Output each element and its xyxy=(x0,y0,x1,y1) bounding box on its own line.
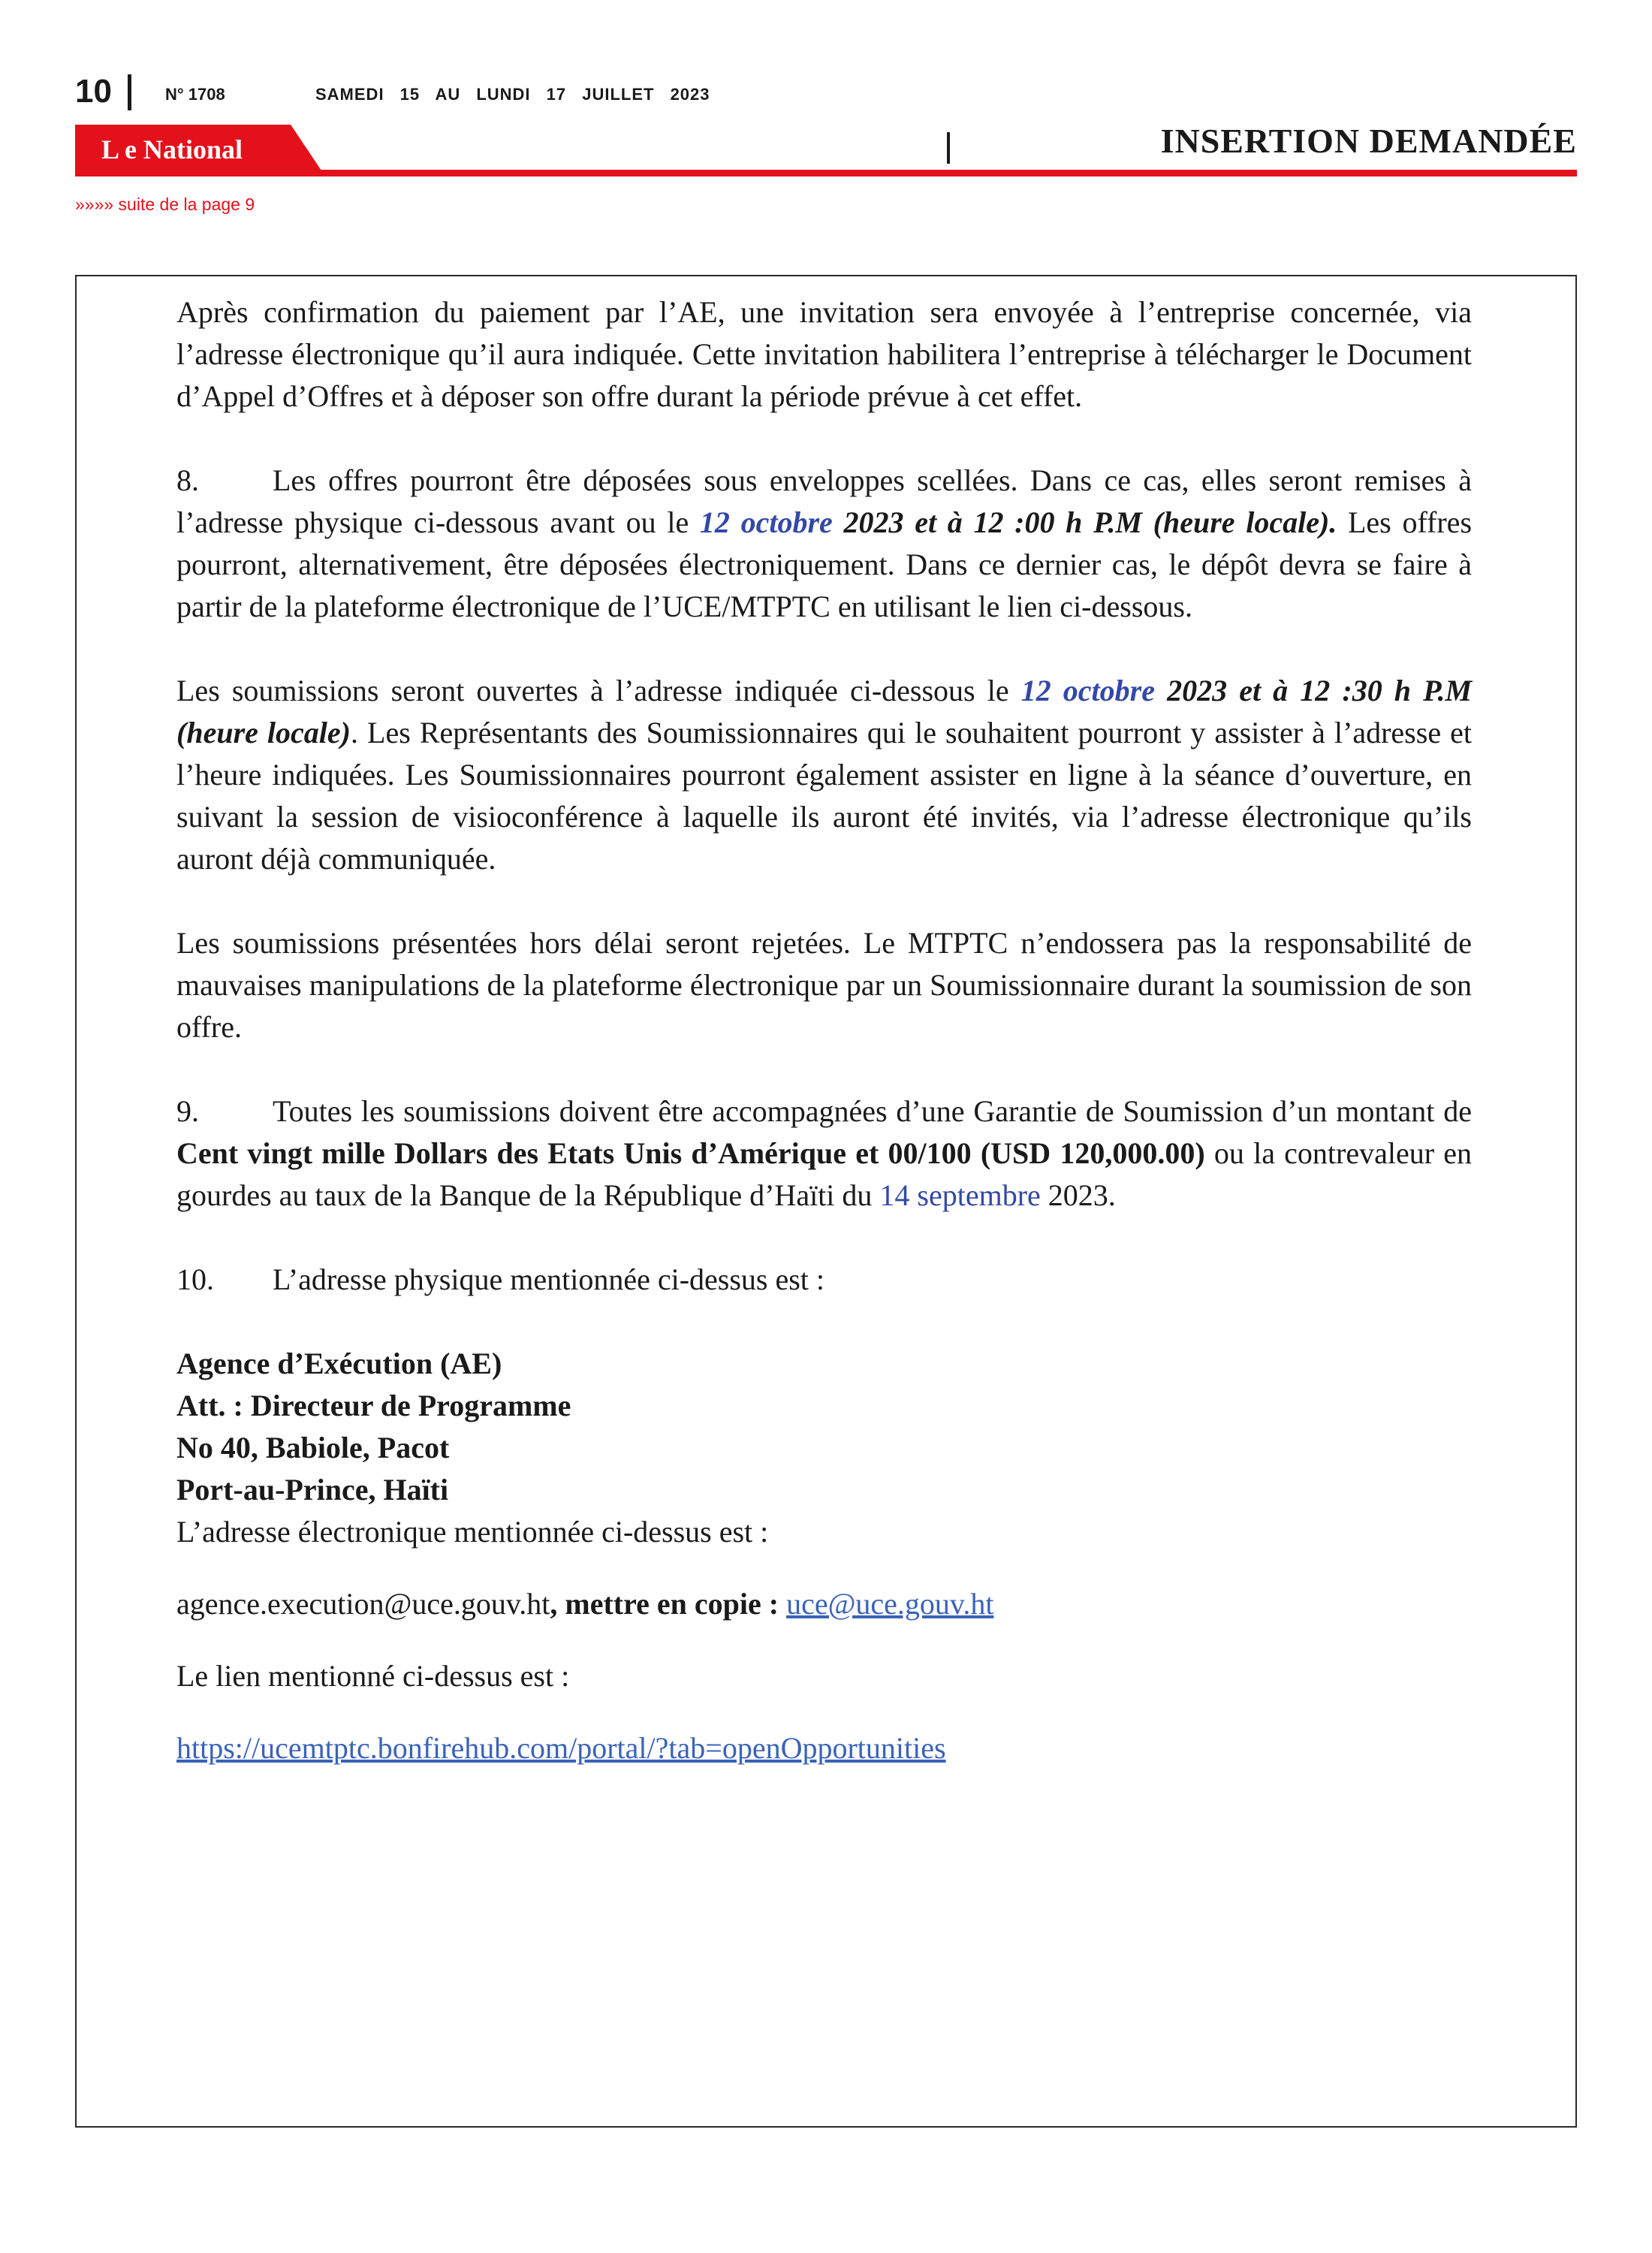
deadline-time: 2023 et à 12 :00 h P.M (heure locale). xyxy=(832,505,1337,539)
issue-number: N° 1708 xyxy=(165,85,225,104)
address-line-street: No 40, Babiole, Pacot xyxy=(176,1431,450,1464)
notice-content xyxy=(176,291,1472,1769)
paragraph-10: 10. L’adresse physique mentionnée ci-dessus est : xyxy=(176,1259,1472,1301)
page-number-divider xyxy=(128,74,131,110)
email-line xyxy=(176,1583,1472,1625)
paragraph-8: 8. Les offres pourront être déposées sous enveloppes scellées. Dans ce cas, elles seront remises à l’adresse physique ci-dessous avant ou le 12 octobre 2023 et à 12 :00 h P.M (heure locale). Les offres pourront, alternativement, être déposées électroniquement. Dans ce dernier cas, le dépôt devra se faire à partir de la plateforme électronique de l’UCE/MTPTC en utilisant le lien ci-dessous. xyxy=(176,460,1472,628)
continued-from: »»»» suite de la page 9 xyxy=(75,195,255,214)
email-intro: L’adresse électronique mentionnée ci-dessus est : xyxy=(176,1515,769,1549)
notice-box xyxy=(75,275,1577,2128)
paragraph-9: 9. Toutes les soumissions doivent être accompagnées d’une Garantie de Soumission d’un montant de Cent vingt mille Dollars des Etats Unis d’Amérique et 00/100 (USD 120,000.00) ou la contrevaleur en gourdes au taux de la Banque de la République d’Haïti du 14 septembre 2023. xyxy=(176,1090,1472,1217)
header-separator xyxy=(947,132,950,164)
item-number: 8. xyxy=(176,463,199,497)
opening-time: 2023 et à 12 :30 h P.M (heure locale) xyxy=(176,674,1473,749)
issue-date: SAMEDI 15 AU LUNDI 17 JUILLET 2023 xyxy=(315,85,710,104)
item-number: 10. xyxy=(176,1262,214,1296)
address-line-city: Port-au-Prince, Haïti xyxy=(176,1473,449,1507)
email-cc-label: , mettre en copie : xyxy=(550,1587,779,1621)
page-number: 10 xyxy=(75,73,112,110)
link-intro: Le lien mentionné ci-dessus est : xyxy=(176,1659,570,1693)
paragraph-late-submissions: Les soumissions présentées hors délai seront rejetées. Le MTPTC n’endossera pas la responsabilité de mauvaises manipulations de la plateforme électronique par un Soumissionnaire durant la soumission de son offre. xyxy=(176,926,1472,1044)
portal-line xyxy=(176,1727,1472,1769)
paragraph-invitation: Après confirmation du paiement par l’AE, une invitation sera envoyée à l’entreprise concernée, via l’adresse électronique qu’il aura indiquée. Cette invitation habilitera l’entreprise à télécharger le Document d’Appel d’Offres et à déposer son offre durant la période prévue à cet effet. xyxy=(176,295,1472,413)
opening-date: 12 octobre xyxy=(1020,674,1155,707)
guarantee-amount: Cent vingt mille Dollars des Etats Unis d’Amérique et 00/100 (USD 120,000.00) xyxy=(176,1136,1205,1170)
brand-logo: L e National xyxy=(101,134,243,164)
address-line-agency: Agence d’Exécution (AE) xyxy=(176,1347,502,1380)
deadline-date: 12 octobre xyxy=(699,505,833,539)
email-primary: agence.execution@uce.gouv.ht xyxy=(176,1587,550,1621)
item-number: 9. xyxy=(176,1094,199,1128)
email-cc-link[interactable]: uce@uce.gouv.ht xyxy=(786,1587,994,1621)
portal-link[interactable]: https://ucemtptc.bonfirehub.com/portal/?tab=openOpportunities xyxy=(176,1731,946,1765)
address-line-attention: Att. : Directeur de Programme xyxy=(176,1389,571,1422)
masthead-top xyxy=(75,71,1051,116)
section-title: INSERTION DEMANDÉE xyxy=(1160,122,1577,160)
paragraph-opening: Les soumissions seront ouvertes à l’adresse indiquée ci-dessous le 12 octobre 2023 et à 12 :30 h P.M (heure locale). Les Représentants des Soumissionnaires qui le souhaitent pourront y assister à l’adresse et l’heure indiquées. Les Soumissionnaires pourront également assister en ligne à la séance d’ouverture, en suivant la session de visioconférence à laquelle ils auront été invités, via l’adresse électronique qu’ils auront déjà communiquée. xyxy=(176,674,1473,876)
exchange-rate-date: 14 septembre xyxy=(879,1178,1041,1212)
